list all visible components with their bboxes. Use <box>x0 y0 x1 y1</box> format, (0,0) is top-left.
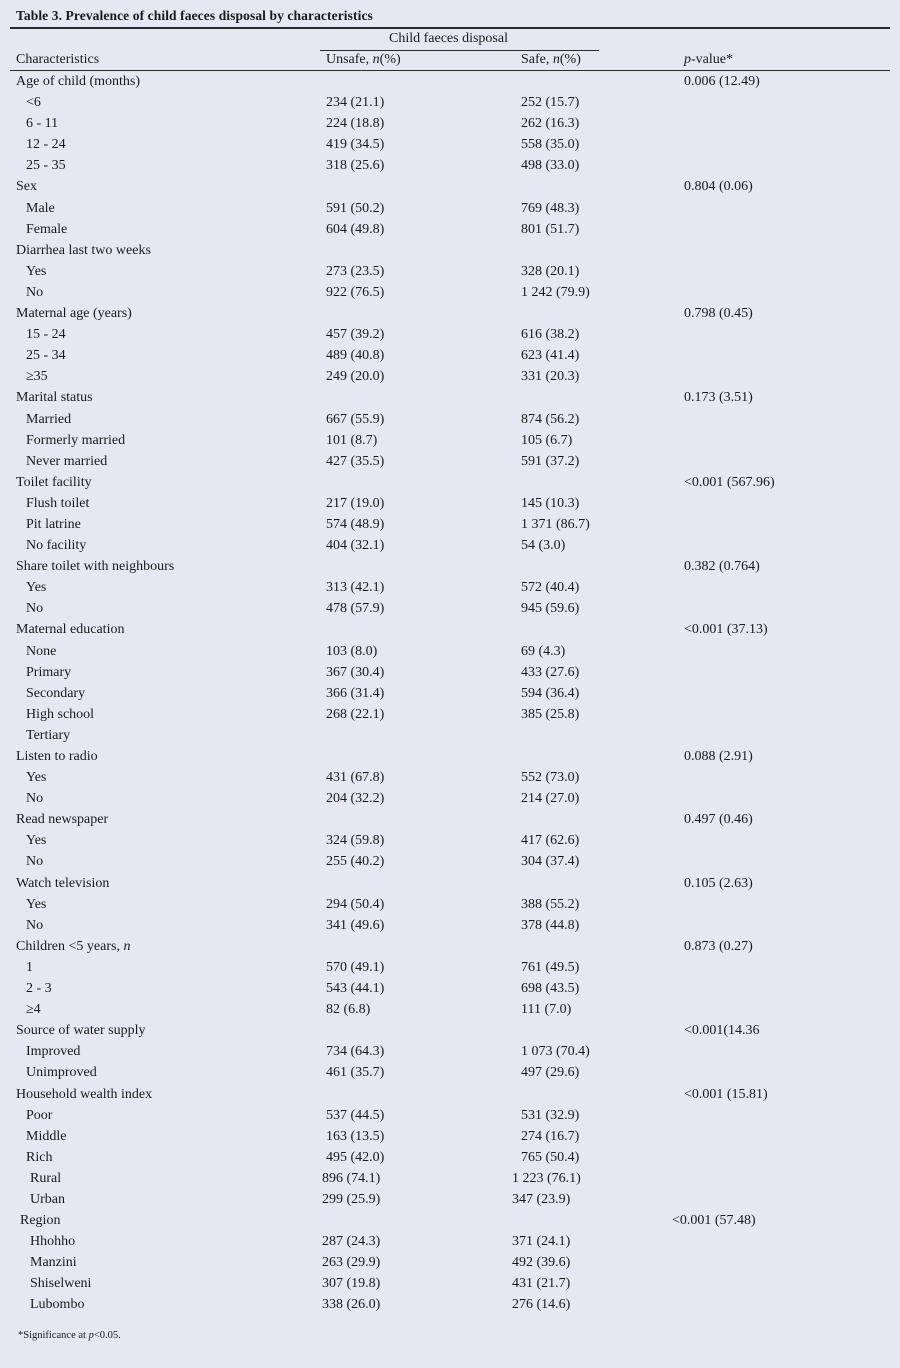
table-row <box>0 1105 900 1126</box>
safe-value: 594 (36.4) <box>521 685 580 701</box>
safe-value: 1 223 (76.1) <box>512 1170 581 1186</box>
safe-value: 623 (41.4) <box>521 348 580 364</box>
table-row <box>0 1273 900 1294</box>
safe-value: 417 (62.6) <box>521 833 580 849</box>
p-value: 0.105 (2.63) <box>684 875 753 891</box>
table-row-category <box>0 556 900 577</box>
safe-value: 385 (25.8) <box>521 706 580 722</box>
unsafe-value: 217 (19.0) <box>326 495 385 511</box>
row-label: Listen to radio <box>16 749 98 764</box>
unsafe-value: 273 (23.5) <box>326 263 385 279</box>
row-label: Age of child (months) <box>16 74 141 89</box>
table-row <box>0 683 900 704</box>
unsafe-value: 404 (32.1) <box>326 538 385 554</box>
table-row <box>0 577 900 598</box>
row-label: Yes <box>26 896 47 912</box>
p-value: <0.001 (567.96) <box>684 474 775 490</box>
row-label: Maternal age (years) <box>16 306 132 322</box>
row-label: Yes <box>26 263 47 279</box>
row-label: Yes <box>26 770 47 786</box>
table-row <box>0 324 900 345</box>
table-row <box>0 1294 900 1315</box>
unsafe-value: 495 (42.0) <box>326 1149 385 1165</box>
safe-value: 1 073 (70.4) <box>521 1044 590 1060</box>
safe-value: 769 (48.3) <box>521 200 580 216</box>
safe-value: 552 (73.0) <box>521 770 580 786</box>
table-row <box>0 915 900 936</box>
table-row-category <box>0 1084 900 1105</box>
row-label: 6 - 11 <box>26 116 59 132</box>
row-label: No <box>26 601 44 617</box>
table-row-category <box>0 176 900 197</box>
table-row <box>0 641 900 662</box>
row-label: Read newspaper <box>16 812 109 828</box>
table-row <box>0 113 900 134</box>
table-row <box>0 1231 900 1252</box>
table-row <box>0 725 900 746</box>
col-safe: Safe, n(%) <box>521 52 581 67</box>
unsafe-value: 591 (50.2) <box>326 200 385 216</box>
row-label: Married <box>26 411 72 427</box>
safe-value: 111 (7.0) <box>521 1002 572 1018</box>
p-value: 0.173 (3.51) <box>684 390 753 406</box>
row-label: Female <box>26 221 68 237</box>
row-label: Primary <box>26 664 72 680</box>
row-label: ≥4 <box>26 1002 41 1018</box>
unsafe-value: 318 (25.6) <box>326 158 385 174</box>
row-label: 2 - 3 <box>26 981 52 997</box>
table-row <box>0 451 900 472</box>
safe-value: 558 (35.0) <box>521 137 580 153</box>
row-label: High school <box>26 706 95 722</box>
row-label: Rich <box>26 1149 53 1165</box>
unsafe-value: 419 (34.5) <box>326 137 385 153</box>
safe-value: 497 (29.6) <box>521 1065 580 1081</box>
safe-value: 801 (51.7) <box>521 221 580 237</box>
safe-value: 1 242 (79.9) <box>521 284 590 300</box>
table-row <box>0 1062 900 1083</box>
safe-value: 252 (15.7) <box>521 95 580 111</box>
unsafe-value: 457 (39.2) <box>326 327 385 343</box>
row-label: Shiselweni <box>30 1276 92 1292</box>
row-label: 12 - 24 <box>26 137 66 153</box>
unsafe-value: 287 (24.3) <box>322 1234 381 1250</box>
row-label: Never married <box>26 453 108 469</box>
p-value: <0.001(14.36 <box>684 1023 760 1039</box>
p-value: <0.001 (15.81) <box>684 1086 768 1102</box>
row-label: Manzini <box>30 1255 77 1271</box>
table-row <box>0 894 900 915</box>
row-label: Marital status <box>16 390 93 406</box>
table-row-category <box>0 240 900 261</box>
table-row-category <box>0 303 900 324</box>
table-row <box>0 767 900 788</box>
row-label: 25 - 34 <box>26 348 66 364</box>
row-label: Middle <box>26 1128 67 1144</box>
unsafe-value: 489 (40.8) <box>326 348 385 364</box>
row-label: No facility <box>26 538 87 554</box>
row-label: Hhohho <box>30 1234 76 1250</box>
p-value: 0.798 (0.45) <box>684 306 753 322</box>
safe-value: 105 (6.7) <box>521 432 573 448</box>
unsafe-value: 570 (49.1) <box>326 959 385 975</box>
p-value: 0.497 (0.46) <box>684 812 753 828</box>
table-row <box>0 851 900 872</box>
unsafe-value: 163 (13.5) <box>326 1128 385 1144</box>
footnote: *Significance at p<0.05. <box>18 1330 121 1341</box>
unsafe-value: 367 (30.4) <box>326 664 385 680</box>
safe-value: 331 (20.3) <box>521 369 580 385</box>
safe-value: 371 (24.1) <box>512 1234 571 1250</box>
unsafe-value: 82 (6.8) <box>326 1002 371 1018</box>
safe-value: 145 (10.3) <box>521 495 580 511</box>
row-label: Source of water supply <box>16 1023 146 1039</box>
table-row <box>0 978 900 999</box>
row-label: 15 - 24 <box>26 327 66 343</box>
row-label: Children <5 years, n <box>16 938 131 954</box>
safe-value: 69 (4.3) <box>521 643 566 659</box>
table-row <box>0 999 900 1020</box>
table-row <box>0 535 900 556</box>
table-row <box>0 1041 900 1062</box>
safe-value: 874 (56.2) <box>521 411 580 427</box>
safe-value: 304 (37.4) <box>521 854 580 870</box>
unsafe-value: 299 (25.9) <box>322 1191 381 1207</box>
table-row <box>0 1189 900 1210</box>
unsafe-value: 204 (32.2) <box>326 791 385 807</box>
unsafe-value: 234 (21.1) <box>326 95 385 111</box>
unsafe-value: 268 (22.1) <box>326 706 385 722</box>
table-row-category <box>0 809 900 830</box>
row-label: Share toilet with neighbours <box>16 559 175 575</box>
table-row <box>0 957 900 978</box>
row-label: Pit latrine <box>26 516 81 532</box>
row-label: Improved <box>26 1044 81 1060</box>
table-row <box>0 493 900 514</box>
row-label: Flush toilet <box>26 495 90 511</box>
table-row-category <box>0 1210 900 1231</box>
table-row <box>0 282 900 303</box>
safe-value: 276 (14.6) <box>512 1297 571 1313</box>
row-label: Toilet facility <box>16 474 92 490</box>
unsafe-value: 427 (35.5) <box>326 453 385 469</box>
table-row-category <box>0 387 900 408</box>
row-label: Household wealth index <box>16 1086 153 1102</box>
row-label: Sex <box>16 179 37 195</box>
unsafe-value: 103 (8.0) <box>326 643 378 659</box>
safe-value: 262 (16.3) <box>521 116 580 132</box>
table-row <box>0 662 900 683</box>
unsafe-value: 604 (49.8) <box>326 221 385 237</box>
unsafe-value: 341 (49.6) <box>326 917 385 933</box>
row-label: Yes <box>26 580 47 596</box>
row-label: Rural <box>30 1170 62 1186</box>
safe-value: 761 (49.5) <box>521 959 580 975</box>
table-row <box>0 1168 900 1189</box>
safe-value: 1 371 (86.7) <box>521 516 590 532</box>
safe-value: 945 (59.6) <box>521 601 580 617</box>
row-label: No <box>26 854 44 870</box>
safe-value: 378 (44.8) <box>521 917 580 933</box>
safe-value: 347 (23.9) <box>512 1191 571 1207</box>
table-row <box>0 788 900 809</box>
p-value: 0.006 (12.49) <box>684 74 760 89</box>
unsafe-value: 734 (64.3) <box>326 1044 385 1060</box>
p-value: 0.873 (0.27) <box>684 938 753 954</box>
table-row <box>0 345 900 366</box>
table-row-category <box>0 472 900 493</box>
table-row <box>0 830 900 851</box>
unsafe-value: 224 (18.8) <box>326 116 385 132</box>
safe-value: 591 (37.2) <box>521 453 580 469</box>
table-row <box>0 155 900 176</box>
unsafe-value: 478 (57.9) <box>326 601 385 617</box>
row-label: <6 <box>26 95 41 111</box>
table-row <box>0 598 900 619</box>
table-row-category <box>0 1020 900 1041</box>
group-underline <box>320 50 599 51</box>
safe-value: 765 (50.4) <box>521 1149 580 1165</box>
table-row-category <box>0 71 900 92</box>
unsafe-value: 338 (26.0) <box>322 1297 381 1313</box>
unsafe-value: 255 (40.2) <box>326 854 385 870</box>
table-row <box>0 261 900 282</box>
row-label: Yes <box>26 833 47 849</box>
table-row <box>0 1126 900 1147</box>
safe-value: 698 (43.5) <box>521 981 580 997</box>
row-label: 25 - 35 <box>26 158 66 174</box>
row-label: Formerly married <box>26 432 126 448</box>
table-row <box>0 1252 900 1273</box>
table-row-category <box>0 746 900 767</box>
col-characteristics: Characteristics <box>16 52 100 67</box>
row-label: Lubombo <box>30 1297 85 1313</box>
p-value: 0.804 (0.06) <box>684 179 753 195</box>
row-label: None <box>26 643 57 659</box>
row-label: 1 <box>26 959 33 975</box>
unsafe-value: 922 (76.5) <box>326 284 385 300</box>
group-header: Child faeces disposal <box>389 31 508 46</box>
safe-value: 328 (20.1) <box>521 263 580 279</box>
row-label: Tertiary <box>26 727 71 743</box>
p-value: <0.001 (37.13) <box>684 622 768 638</box>
row-label: Urban <box>30 1191 65 1207</box>
safe-value: 616 (38.2) <box>521 327 580 343</box>
safe-value: 492 (39.6) <box>512 1255 571 1271</box>
top-rule <box>10 27 890 29</box>
table-row <box>0 409 900 430</box>
col-unsafe: Unsafe, n(%) <box>326 52 401 67</box>
row-label: Secondary <box>26 685 86 701</box>
unsafe-value: 249 (20.0) <box>326 369 385 385</box>
table-row-category <box>0 619 900 640</box>
col-p-value: p-value* <box>684 52 733 67</box>
unsafe-value: 896 (74.1) <box>322 1170 381 1186</box>
table-row <box>0 219 900 240</box>
p-value: 0.382 (0.764) <box>684 559 760 575</box>
unsafe-value: 667 (55.9) <box>326 411 385 427</box>
table-row-category <box>0 873 900 894</box>
safe-value: 388 (55.2) <box>521 896 580 912</box>
safe-value: 531 (32.9) <box>521 1107 580 1123</box>
unsafe-value: 574 (48.9) <box>326 516 385 532</box>
unsafe-value: 324 (59.8) <box>326 833 385 849</box>
table-row <box>0 1147 900 1168</box>
row-label: Diarrhea last two weeks <box>16 242 151 258</box>
table-row <box>0 198 900 219</box>
safe-value: 431 (21.7) <box>512 1276 571 1292</box>
unsafe-value: 263 (29.9) <box>322 1255 381 1271</box>
unsafe-value: 313 (42.1) <box>326 580 385 596</box>
table-row <box>0 704 900 725</box>
table-row <box>0 430 900 451</box>
row-label: No <box>26 791 44 807</box>
row-label: No <box>26 284 44 300</box>
table-row-category <box>0 936 900 957</box>
row-label: ≥35 <box>26 369 48 385</box>
row-label: Poor <box>26 1107 53 1123</box>
safe-value: 54 (3.0) <box>521 538 566 554</box>
table-body <box>0 71 900 1316</box>
unsafe-value: 431 (67.8) <box>326 770 385 786</box>
unsafe-value: 366 (31.4) <box>326 685 385 701</box>
table-row <box>0 514 900 535</box>
row-label: Maternal education <box>16 622 125 638</box>
safe-value: 433 (27.6) <box>521 664 580 680</box>
safe-value: 498 (33.0) <box>521 158 580 174</box>
table-row <box>0 134 900 155</box>
p-value: <0.001 (57.48) <box>672 1213 756 1229</box>
unsafe-value: 537 (44.5) <box>326 1107 385 1123</box>
unsafe-value: 307 (19.8) <box>322 1276 381 1292</box>
unsafe-value: 543 (44.1) <box>326 981 385 997</box>
table-title: Table 3. Prevalence of child faeces disposal by characteristics <box>16 8 373 23</box>
table-row <box>0 92 900 113</box>
p-value: 0.088 (2.91) <box>684 749 753 764</box>
row-label: Region <box>20 1213 61 1229</box>
unsafe-value: 101 (8.7) <box>326 432 378 448</box>
row-label: No <box>26 917 44 933</box>
safe-value: 572 (40.4) <box>521 580 580 596</box>
safe-value: 214 (27.0) <box>521 791 580 807</box>
row-label: Watch television <box>16 875 110 891</box>
table-row <box>0 366 900 387</box>
row-label: Male <box>26 200 55 216</box>
safe-value: 274 (16.7) <box>521 1128 580 1144</box>
unsafe-value: 294 (50.4) <box>326 896 385 912</box>
unsafe-value: 461 (35.7) <box>326 1065 385 1081</box>
row-label: Unimproved <box>26 1065 97 1081</box>
